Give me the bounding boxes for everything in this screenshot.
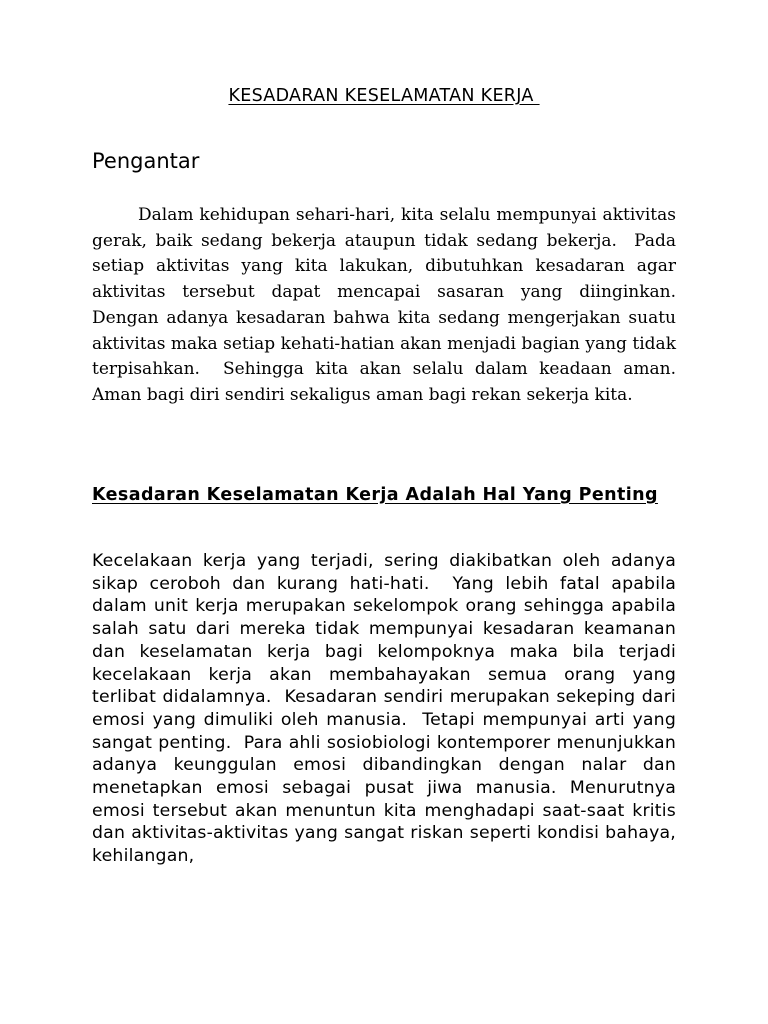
document-title: KESADARAN KESELAMATAN KERJA	[228, 86, 540, 106]
intro-paragraph: Dalam kehidupan sehari-hari, kita selalu mempunyai aktivitas gerak, baik sedang bekerja ataupun tidak sedang bekerja. Pada setiap aktivitas yang kita lakukan, dibutuhkan kesadaran agar aktivitas tersebut dapat mencapai sasaran yang diinginkan. Dengan adanya kesadaran bahwa kita sedang mengerjakan suatu aktivitas maka setiap kehati-hatian akan menjadi bagian yang tidak terpisahkan. Sehingga kita akan selalu dalam keadaan aman. Aman bagi diri sendiri sekaligus aman bagi rekan sekerja kita.	[92, 205, 687, 405]
subheading: Kesadaran Keselamatan Kerja Adalah Hal Yang Penting	[92, 485, 658, 505]
body-paragraph: Kecelakaan kerja yang terjadi, sering diakibatkan oleh adanya sikap ceroboh dan kurang hati-hati. Yang lebih fatal apabila dalam unit kerja merupakan sekelompok orang sehingga apabila salah satu dari mereka tidak mempunyai kesadaran keamanan dan keselamatan kerja bagi kelompoknya maka bila terjadi kecelakaan kerja akan membahayakan semua orang yang terlibat didalamnya. Kesadaran sendiri merupakan sekeping dari emosi yang dimuliki oleh manusia. Tetapi mempunyai arti yang sangat penting. Para ahli sosiobiologi kontemporer menunjukkan adanya keunggulan emosi dibandingkan dengan nalar dan menetapkan emosi sebagai pusat jiwa manusia. Menurutnya emosi tersebut akan menuntun kita menghadapi saat-saat kritis dan aktivitas-aktivitas yang sangat riskan seperti kondisi bahaya, kehilangan,	[92, 551, 682, 867]
section-heading-pengantar: Pengantar	[92, 149, 200, 173]
